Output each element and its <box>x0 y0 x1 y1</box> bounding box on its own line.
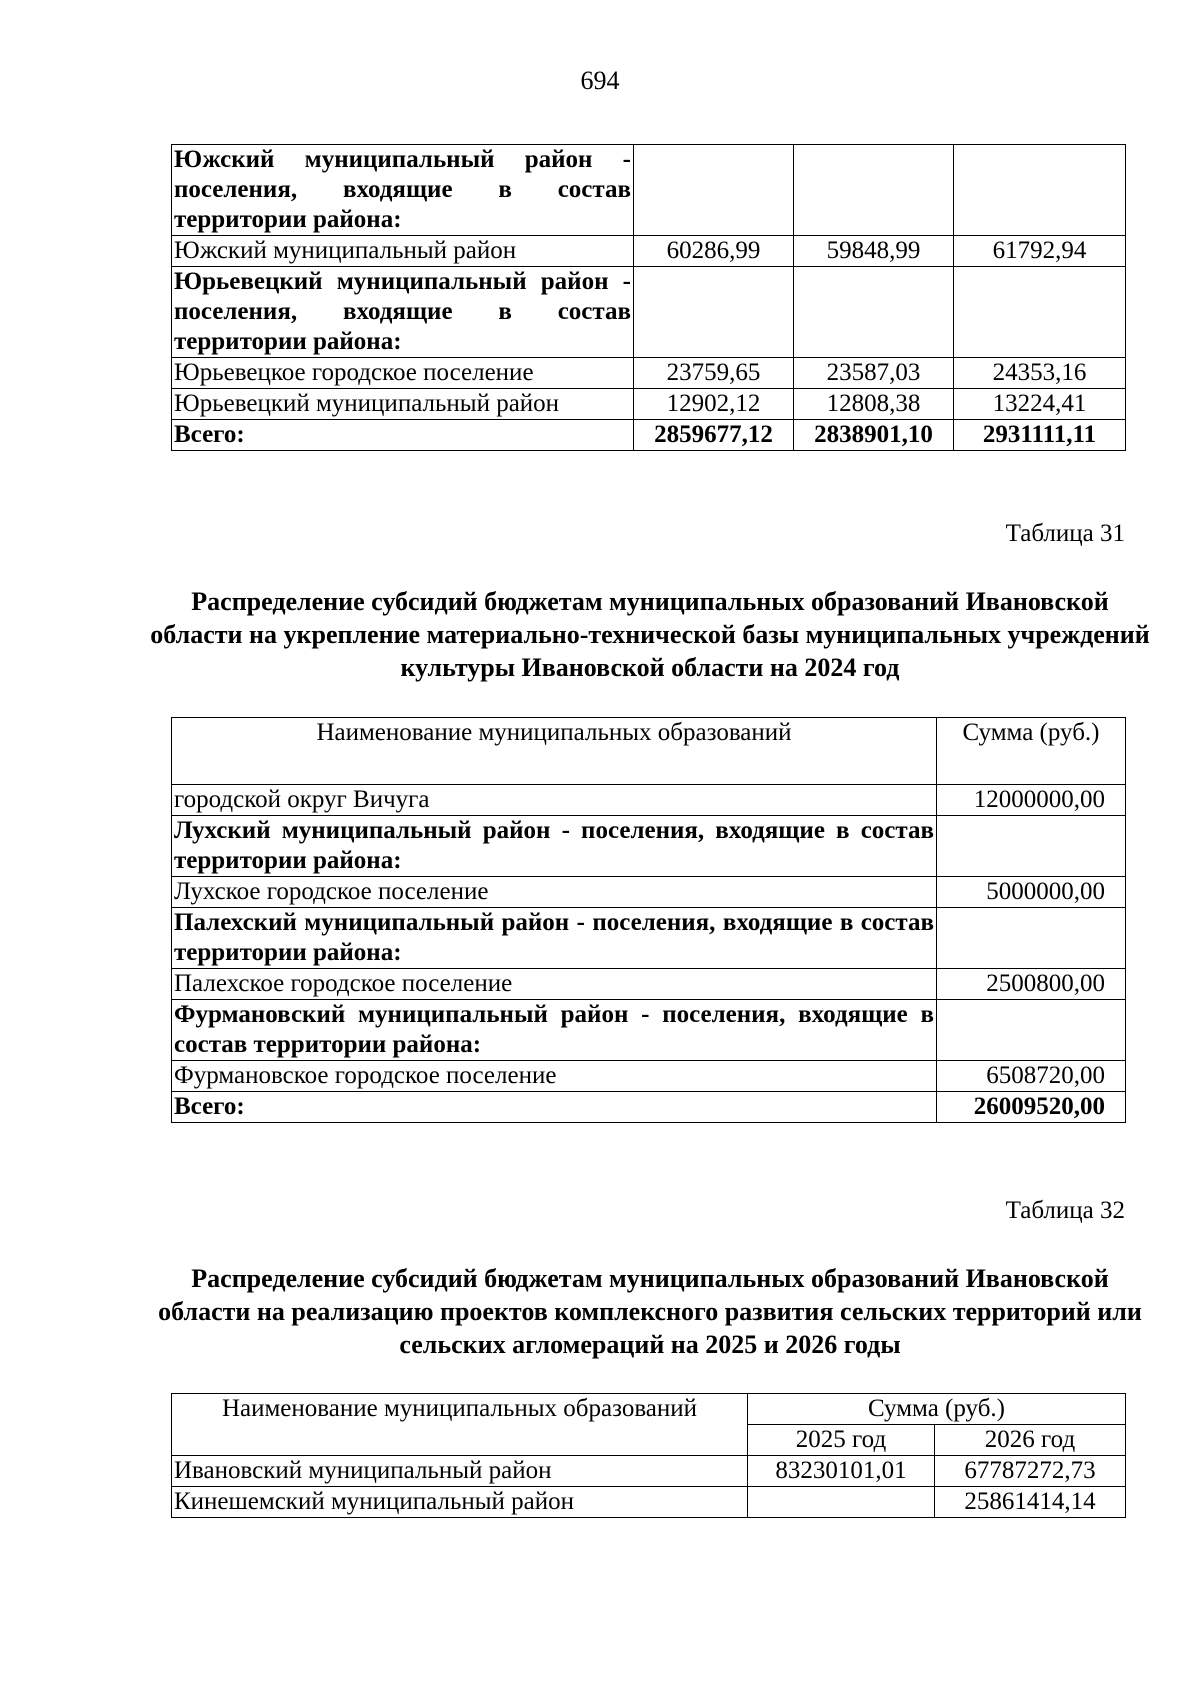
table-31-label: Таблица 31 <box>1005 520 1125 547</box>
value-cell: 61792,94 <box>954 236 1126 267</box>
value-cell: 13224,41 <box>954 389 1126 420</box>
sum-cell: 5000000,00 <box>937 877 1126 908</box>
value-cell <box>794 145 954 236</box>
table-row <box>172 1000 1126 1061</box>
table-row <box>172 267 1126 358</box>
table-row <box>172 236 1126 267</box>
table-32-header-name: Наименование муниципальных образований <box>172 1394 748 1456</box>
table-row <box>172 969 1126 1000</box>
table-32-title: Распределение субсидий бюджетам муниципальных образований Ивановской области на реализацию проектов комплексного развития сельских территорий или сельских агломераций на 2025 и 2026 годы <box>158 1264 1142 1359</box>
sum-2026-cell: 25861414,14 <box>935 1487 1126 1518</box>
table-row <box>172 1061 1126 1092</box>
value-cell <box>634 145 794 236</box>
budget-table-continued <box>171 144 1126 451</box>
municipality-name-cell: Лухский муниципальный район - поселения, входящие в состав территории района: <box>172 816 937 877</box>
value-cell <box>794 267 954 358</box>
municipality-name-cell: Фурмановский муниципальный район - поселения, входящие в состав территории района: <box>172 1000 937 1061</box>
table-row <box>172 358 1126 389</box>
sum-cell: 26009520,00 <box>937 1092 1126 1123</box>
sum-2026-cell: 67787272,73 <box>935 1456 1126 1487</box>
sum-2025-cell <box>748 1487 935 1518</box>
table-row <box>172 908 1126 969</box>
sum-cell: 2500800,00 <box>937 969 1126 1000</box>
table-31 <box>171 717 1126 1123</box>
value-cell: 59848,99 <box>794 236 954 267</box>
value-cell <box>954 145 1126 236</box>
page-number: 694 <box>580 66 620 95</box>
municipality-name-cell: Южский муниципальный район <box>172 236 634 267</box>
value-cell: 12902,12 <box>634 389 794 420</box>
table-31-header-name: Наименование муниципальных образований <box>172 718 937 785</box>
municipality-name-cell: Лухское городское поселение <box>172 877 937 908</box>
municipality-name-cell: Всего: <box>172 420 634 451</box>
table-32-label: Таблица 32 <box>1005 1197 1125 1224</box>
table-row <box>172 816 1126 877</box>
municipality-name-cell: Фурмановское городское поселение <box>172 1061 937 1092</box>
municipality-name-cell: Южский муниципальный район - поселения, входящие в состав территории района: <box>172 145 634 236</box>
municipality-name-cell: Юрьевецкий муниципальный район - поселения, входящие в состав территории района: <box>172 267 634 358</box>
value-cell: 60286,99 <box>634 236 794 267</box>
value-cell: 24353,16 <box>954 358 1126 389</box>
municipality-name-cell: городской округ Вичуга <box>172 785 937 816</box>
table-row <box>172 389 1126 420</box>
value-cell: 2931111,11 <box>954 420 1126 451</box>
table-32-header-sum: Сумма (руб.) <box>748 1394 1126 1425</box>
value-cell: 23759,65 <box>634 358 794 389</box>
table-row <box>172 420 1126 451</box>
value-cell: 12808,38 <box>794 389 954 420</box>
table-31-header-sum: Сумма (руб.) <box>937 718 1126 785</box>
table-31-title: Распределение субсидий бюджетам муниципальных образований Ивановской области на укрепление материально-технической базы муниципальных учреждений культуры Ивановской области на 2024 год <box>150 587 1150 682</box>
municipality-name-cell: Всего: <box>172 1092 937 1123</box>
municipality-name-cell: Палехский муниципальный район - поселения, входящие в состав территории района: <box>172 908 937 969</box>
municipality-name-cell: Ивановский муниципальный район <box>172 1456 748 1487</box>
table-row <box>172 145 1126 236</box>
sum-cell: 12000000,00 <box>937 785 1126 816</box>
municipality-name-cell: Кинешемский муниципальный район <box>172 1487 748 1518</box>
value-cell: 2859677,12 <box>634 420 794 451</box>
table-row <box>172 877 1126 908</box>
municipality-name-cell: Юрьевецкий муниципальный район <box>172 389 634 420</box>
table-row <box>172 785 1126 816</box>
sum-cell <box>937 816 1126 877</box>
municipality-name-cell: Палехское городское поселение <box>172 969 937 1000</box>
value-cell <box>634 267 794 358</box>
value-cell: 2838901,10 <box>794 420 954 451</box>
value-cell: 23587,03 <box>794 358 954 389</box>
table-32-header-2025: 2025 год <box>748 1425 935 1456</box>
sum-cell <box>937 1000 1126 1061</box>
table-32-header-2026: 2026 год <box>935 1425 1126 1456</box>
sum-2025-cell: 83230101,01 <box>748 1456 935 1487</box>
sum-cell: 6508720,00 <box>937 1061 1126 1092</box>
value-cell <box>954 267 1126 358</box>
table-row <box>172 1092 1126 1123</box>
municipality-name-cell: Юрьевецкое городское поселение <box>172 358 634 389</box>
table-row <box>172 1487 1126 1518</box>
table-row <box>172 1456 1126 1487</box>
sum-cell <box>937 908 1126 969</box>
table-32 <box>171 1393 1126 1518</box>
